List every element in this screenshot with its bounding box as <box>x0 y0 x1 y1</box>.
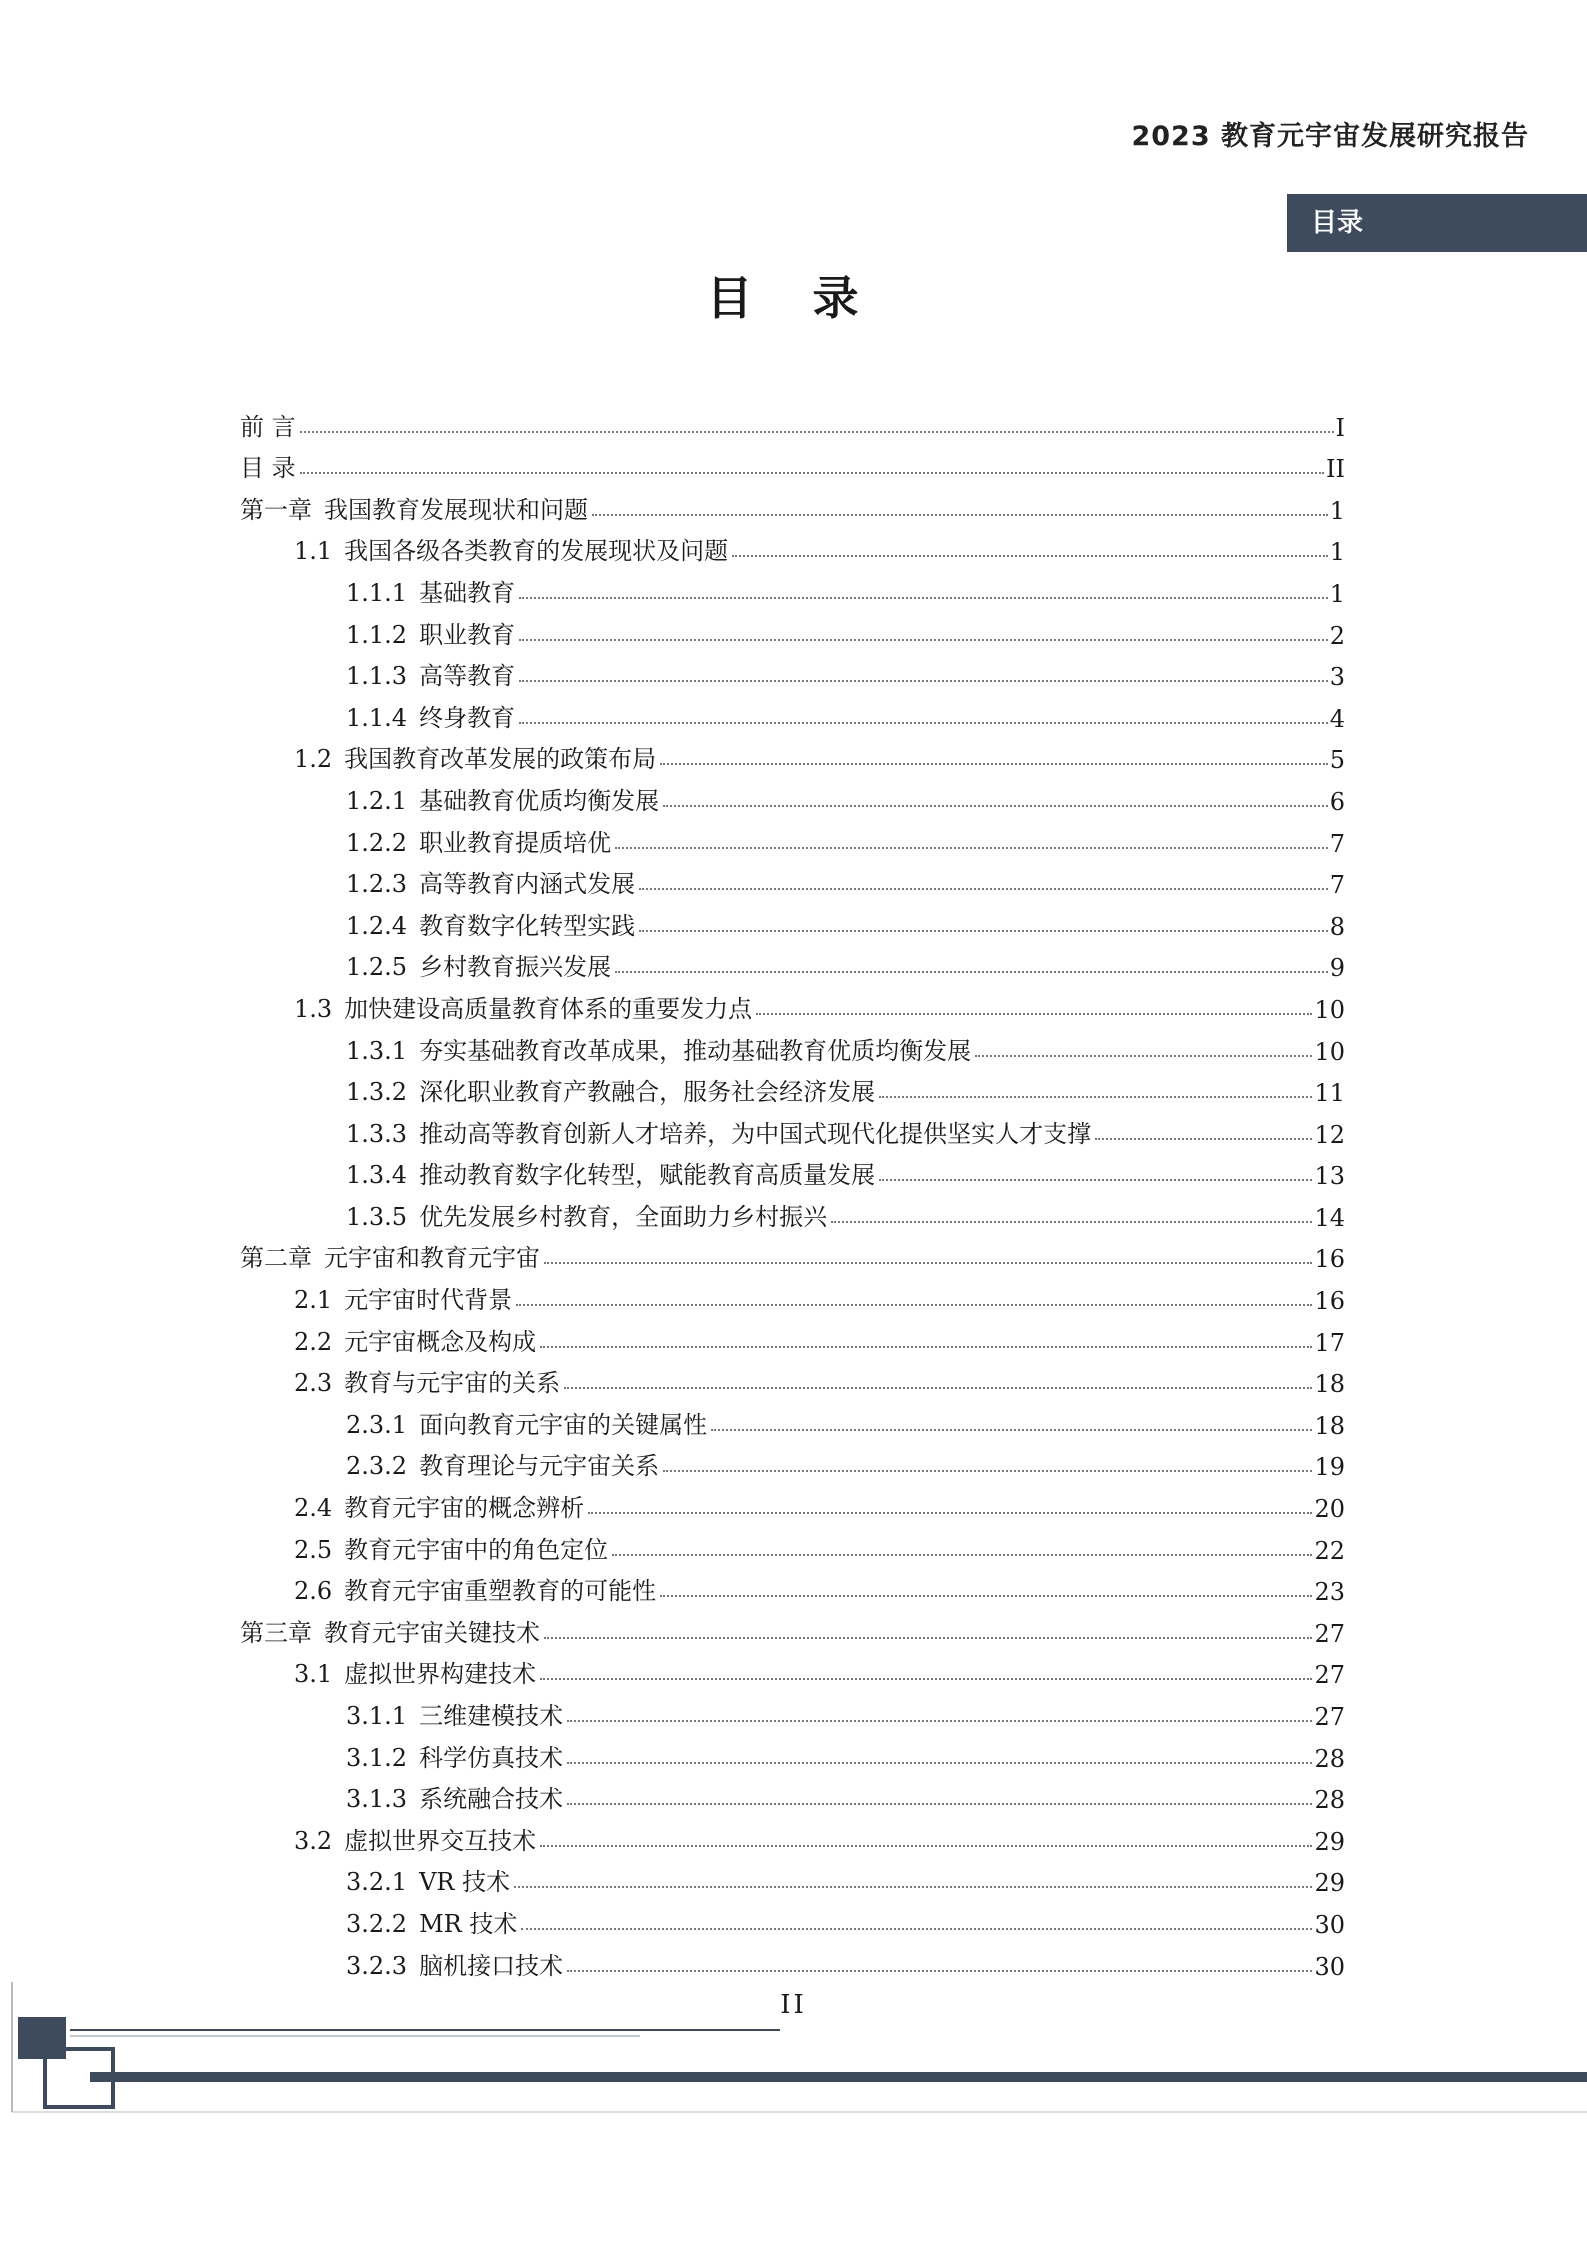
toc-entry-number: 1.3.5 <box>346 1202 408 1231</box>
toc-entry-number: 2.3.2 <box>346 1452 408 1481</box>
toc-entry-title: 面向教育元宇宙的关键属性 <box>419 1410 708 1439</box>
toc-entry-title: 教育数字化转型实践 <box>419 911 636 940</box>
toc-entry-number: 1.2 <box>294 745 333 774</box>
toc-entry-page: 16 <box>1314 1287 1345 1316</box>
toc-entry-title: 元宇宙时代背景 <box>344 1286 513 1315</box>
toc-entry-title: 深化职业教育产教融合，服务社会经济发展 <box>419 1078 876 1107</box>
toc-entry-title: 乡村教育振兴发展 <box>419 953 612 982</box>
toc-entry-page: 30 <box>1314 1952 1345 1981</box>
toc-entry-title: 基础教育 <box>419 578 516 607</box>
toc-entry-page: 1 <box>1329 579 1345 608</box>
toc-entry-page: 13 <box>1314 1162 1345 1191</box>
footer-square-filled <box>18 2017 66 2059</box>
toc-entry-page: 1 <box>1329 496 1345 525</box>
toc-entry-page: 18 <box>1314 1411 1345 1440</box>
toc-entry-page: 16 <box>1314 1245 1345 1274</box>
toc-entry-page: 10 <box>1314 1037 1345 1066</box>
toc-entry-number: 第三章 <box>240 1618 312 1647</box>
toc-entry-title: 基础教育优质均衡发展 <box>419 786 660 815</box>
toc-entry-number: 1.1.4 <box>346 703 408 732</box>
toc-entry-page: I <box>1335 413 1345 442</box>
toc-entry-title: 优先发展乡村教育，全面助力乡村振兴 <box>419 1202 828 1231</box>
toc-entry-title: 我国各级各类教育的发展现状及问题 <box>344 537 729 566</box>
toc-entry-page: 17 <box>1314 1328 1345 1357</box>
toc-entry-number: 2.2 <box>294 1327 333 1356</box>
toc-entry-title: 高等教育内涵式发展 <box>419 870 636 899</box>
toc-entry-number: 3.2.1 <box>346 1868 408 1897</box>
toc-entry-page: 27 <box>1314 1703 1345 1731</box>
toc-entry-number: 1.1.3 <box>346 662 408 691</box>
page-number: II <box>780 1990 807 2020</box>
toc-entry-number: 1.1.1 <box>346 578 408 607</box>
toc-entry-page: 22 <box>1314 1536 1345 1565</box>
toc-entry-number: 1.1 <box>294 537 333 566</box>
toc-entry-page: 1 <box>1329 538 1345 567</box>
toc-entry-title: 元宇宙概念及构成 <box>344 1327 537 1356</box>
toc-entry-number: 2.6 <box>294 1577 333 1606</box>
toc-entry-page: 28 <box>1314 1744 1345 1773</box>
toc-entry-title: 教育与元宇宙的关系 <box>344 1369 561 1398</box>
toc-entry-page: 28 <box>1314 1786 1345 1815</box>
toc-entry-page: 12 <box>1314 1120 1345 1149</box>
toc-entry-number: 2.4 <box>294 1494 333 1523</box>
toc-entry-title: 推动教育数字化转型，赋能教育高质量发展 <box>419 1161 876 1190</box>
toc-entry-title: 高等教育 <box>419 662 516 691</box>
toc-entry-title: 推动高等教育创新人才培养，为中国式现代化提供坚实人才支撑 <box>419 1119 1092 1148</box>
toc-entry-number: 2.5 <box>294 1535 333 1564</box>
toc-entry-number: 1.2.3 <box>346 870 408 899</box>
toc-entry-title: 我国教育改革发展的政策布局 <box>344 745 657 774</box>
toc-entry-page: 7 <box>1329 829 1345 858</box>
toc-entry-page: 10 <box>1314 995 1345 1024</box>
toc-entry-number: 第二章 <box>240 1244 312 1273</box>
toc-entry-number: 1.3 <box>294 994 333 1023</box>
page-title: 目 录 <box>706 271 881 325</box>
toc-entry-page: 3 <box>1329 663 1345 692</box>
toc-entry-title: 职业教育 <box>419 620 516 649</box>
toc-entry-title: 教育元宇宙关键技术 <box>324 1618 540 1647</box>
toc-entry-page: 20 <box>1314 1495 1345 1524</box>
toc-entry-page: 7 <box>1329 871 1345 900</box>
toc-entry-page: 29 <box>1314 1827 1345 1856</box>
toc-entry-number: 2.1 <box>294 1286 333 1315</box>
toc-entry-number: 1.3.3 <box>346 1119 408 1148</box>
toc-entry-number: 1.3.4 <box>346 1161 408 1190</box>
toc-entry-title: 三维建模技术 <box>419 1702 564 1730</box>
toc-entry-title: 教育元宇宙重塑教育的可能性 <box>344 1577 657 1606</box>
toc-entry-title: 我国教育发展现状和问题 <box>324 495 588 524</box>
toc-entry-page: 27 <box>1314 1619 1345 1648</box>
toc-entry-page: II <box>1326 455 1345 484</box>
toc-entry-page: 8 <box>1329 912 1345 941</box>
toc-entry-number: 3.1.1 <box>346 1702 408 1730</box>
toc-entry-title: 系统融合技术 <box>419 1785 564 1814</box>
toc-entry-page: 19 <box>1314 1453 1345 1482</box>
report-title: 2023 教育元宇宙发展研究报告 <box>1131 121 1529 152</box>
toc-entry-title: 虚拟世界构建技术 <box>344 1660 537 1689</box>
toc-entry-title: 虚拟世界交互技术 <box>344 1826 537 1855</box>
toc-entry-page: 29 <box>1314 1869 1345 1898</box>
toc-entry-number: 1.1.2 <box>346 620 408 649</box>
toc-entry-page: 11 <box>1314 1079 1345 1108</box>
toc-entry-number: 第一章 <box>240 495 312 524</box>
toc-entry-page: 5 <box>1329 746 1345 775</box>
toc-entry-number: 2.3 <box>294 1369 333 1398</box>
toc-entry-title: 教育理论与元宇宙关系 <box>419 1452 660 1481</box>
toc-entry-number: 3.2.3 <box>346 1951 408 1980</box>
toc-entry-title: 教育元宇宙中的角色定位 <box>344 1535 609 1564</box>
toc-entry-title: 元宇宙和教育元宇宙 <box>324 1244 540 1273</box>
toc-entry-number: 1.2.1 <box>346 786 408 815</box>
toc-entry-page: 9 <box>1329 954 1345 983</box>
toc-entry-number: 1.3.2 <box>346 1078 408 1107</box>
toc-entry-page: 6 <box>1329 787 1345 816</box>
toc-entry-number: 1.2.5 <box>346 953 408 982</box>
toc-entry-number: 2.3.1 <box>346 1410 408 1439</box>
toc-entry-title: 终身教育 <box>419 703 516 732</box>
toc-entry-title: VR 技术 <box>419 1868 511 1897</box>
toc-entry-number: 1.2.4 <box>346 911 408 940</box>
toc-entry-title: 前 言 <box>240 412 296 441</box>
toc-entry-page: 2 <box>1329 621 1345 650</box>
toc-entry-number: 3.1.2 <box>346 1743 408 1772</box>
toc-entry-page: 30 <box>1314 1910 1345 1939</box>
toc-entry-title: 科学仿真技术 <box>419 1743 564 1772</box>
toc-entry-number: 3.2.2 <box>346 1909 408 1938</box>
toc-entry-page: 23 <box>1314 1578 1345 1607</box>
footer-thick-bar <box>90 2072 1587 2082</box>
toc-entry-number: 3.1 <box>294 1660 333 1689</box>
toc-entry-title: 脑机接口技术 <box>419 1951 564 1980</box>
toc-entry-title: 教育元宇宙的概念辨析 <box>344 1494 585 1523</box>
toc-entry-title: 加快建设高质量教育体系的重要发力点 <box>344 994 753 1023</box>
toc-entry-title: 夯实基础教育改革成果，推动基础教育优质均衡发展 <box>419 1036 972 1065</box>
section-tab: 目录 <box>1287 194 1587 252</box>
toc-entry-title: 职业教育提质培优 <box>419 828 612 857</box>
toc-entry-number: 1.3.1 <box>346 1036 408 1065</box>
toc-entry-page: 27 <box>1314 1661 1345 1690</box>
toc-entry-number: 3.2 <box>294 1826 333 1855</box>
toc-entry-title: 目 录 <box>240 454 296 483</box>
toc-entry-number: 3.1.3 <box>346 1785 408 1814</box>
toc-entry-page: 4 <box>1329 704 1345 733</box>
toc-entry-title: MR 技术 <box>419 1909 518 1938</box>
toc-entry-number: 1.2.2 <box>346 828 408 857</box>
toc-entry-page: 18 <box>1314 1370 1345 1399</box>
toc-entry-page: 14 <box>1314 1203 1345 1232</box>
